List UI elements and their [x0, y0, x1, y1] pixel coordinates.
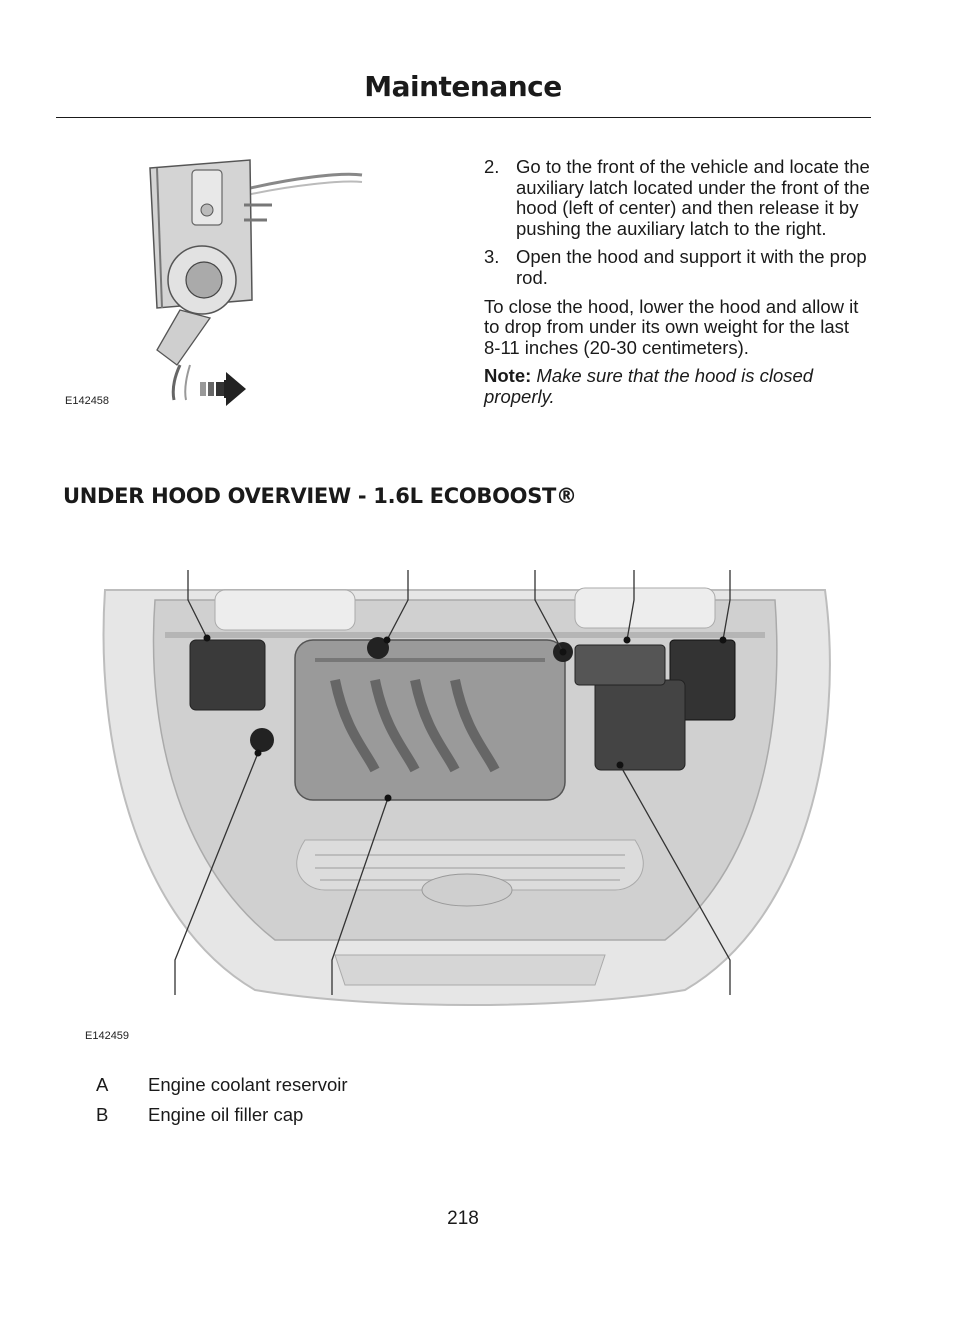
header-divider	[56, 117, 871, 118]
legend-key: A	[96, 1074, 109, 1095]
latch-drawing	[62, 150, 422, 415]
legend-label: Engine coolant reservoir	[148, 1074, 348, 1095]
step-number: 2.	[484, 156, 500, 177]
legend-key: B	[96, 1104, 109, 1125]
close-hood-paragraph: To close the hood, lower the hood and allow it to drop from under its own weight for the last 8-11 inches (20-30 centimeters).	[484, 295, 859, 358]
auxiliary-latch-illustration	[62, 150, 422, 415]
push-right-arrow-icon	[200, 372, 246, 406]
step-item	[484, 157, 870, 239]
instruction-steps	[484, 157, 870, 416]
figure-code: E142458	[65, 395, 110, 407]
step-item	[484, 247, 870, 288]
page-number: 218	[447, 1208, 479, 1229]
legend-item	[96, 1100, 348, 1130]
under-hood-illustration	[75, 540, 865, 1050]
page-title: Maintenance	[364, 70, 562, 103]
component-legend	[96, 1070, 348, 1130]
engine-bay-drawing	[75, 540, 865, 1050]
section-heading: UNDER HOOD OVERVIEW - 1.6L ECOBOOST®	[63, 484, 577, 508]
step-text: Open the hood and support it with the prop rod.	[516, 246, 867, 288]
figure-code: E142459	[85, 1030, 130, 1042]
note-text: Make sure that the hood is closed properly.	[484, 365, 814, 407]
note	[484, 366, 870, 407]
legend-label: Engine oil filler cap	[148, 1104, 304, 1125]
step-number: 3.	[484, 246, 500, 268]
legend-item	[96, 1070, 348, 1100]
note-label: Note:	[484, 365, 532, 387]
step-text: Go to the front of the vehicle and locate the auxiliary latch located under the front of the hood (left of center) and then release it by pushing the auxiliary latch to the right.	[516, 156, 870, 239]
